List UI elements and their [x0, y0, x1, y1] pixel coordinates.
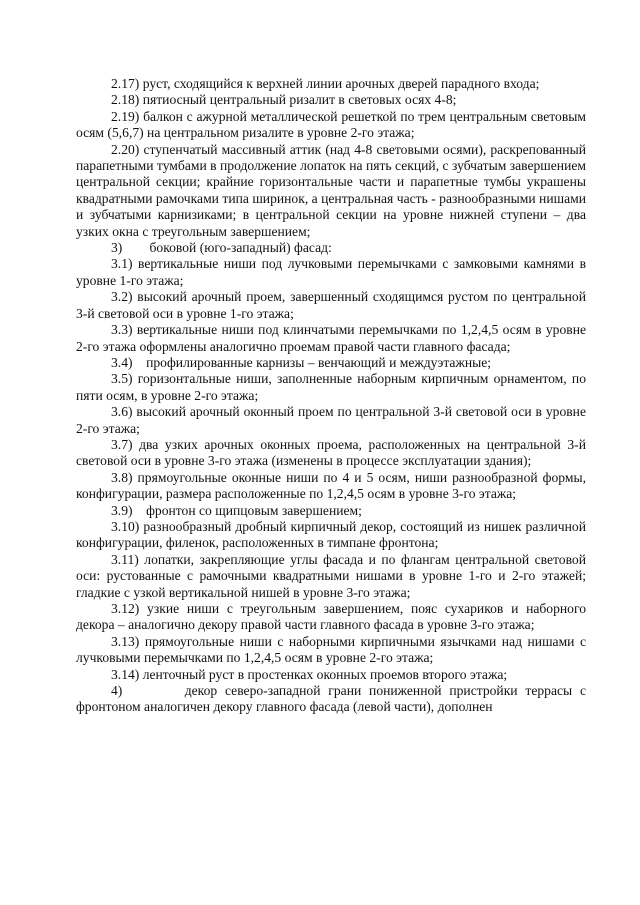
item-3-2: 3.2) высокий арочный проем, завершенный сходящимся рустом по центральной 3-й световой оси в уровне 1-го этажа;: [76, 289, 586, 321]
document-body: [76, 76, 590, 716]
item-3-4: 3.4) профилированные карнизы – венчающий и междуэтажные;: [111, 354, 492, 370]
item-3-5: 3.5) горизонтальные ниши, заполненные наборным кирпичным орнаментом, по пяти осям, в уровне 2-го этажа;: [76, 371, 586, 403]
item-2-19: 2.19) балкон с ажурной металлической решеткой по трем центральным световым осям (5,6,7) на центральном ризалите в уровне 2-го этажа;: [76, 108, 586, 141]
item-3-6: 3.6) высокий арочный оконный проем по центральной 3-й световой оси в уровне 2-го этажа;: [76, 404, 586, 436]
item-3-7: 3.7) два узких арочных оконных проема, расположенных на центральной 3-й световой оси в уровне 3-го этажа (изменены в процессе эксплуатации здания);: [76, 436, 586, 469]
item-2-20: 2.20) ступенчатый массивный аттик (над 4-8 световыми осями), раскрепованный парапетными тумбами в продолжение лопаток на пять секций, с зубчатым завершением центральной секции; крайние горизонтальные части и парапетные тумбы украшены квадратными рамочками типа ширинок, а центральная часть - разнообразными нишами и зубчатыми карнизиками; в центральной секции на уровне нижней ступени – два узких окна с треугольным завершением;: [76, 141, 586, 239]
item-3-1: 3.1) вертикальные ниши под лучковыми перемычками с замковыми камнями в уровне 1-го этажа;: [76, 256, 586, 288]
item-2-17: 2.17) руст, сходящийся к верхней линии арочных дверей парадного входа;: [111, 76, 540, 91]
item-3-8: 3.8) прямоугольные оконные ниши по 4 и 5 осям, ниши разнообразной формы, конфигурации, размера расположенные по 1,2,4,5 осям в уровне 3-го этажа;: [76, 469, 586, 502]
item-3-14: 3.14) ленточный руст в простенках оконных проемов второго этажа;: [111, 666, 508, 682]
item-3-11: 3.11) лопатки, закрепляющие углы фасада и по флангам центральной световой оси: рустованные с рамочными квадратными нишами в уровне 1-го и 2-го этажей; гладкие с узкой вертикальной нишей в уровне 3-го этажа;: [76, 551, 586, 600]
item-3-9: 3.9) фронтон со щипцовым завершением;: [111, 502, 362, 518]
item-3-13: 3.13) прямоугольные ниши с наборными кирпичными язычками над нишами с лучковыми перемычками по 1,2,4,5 осям в уровне 2-го этажа;: [76, 633, 586, 666]
item-2-18: 2.18) пятиосный центральный ризалит в световых осях 4-8;: [111, 92, 457, 108]
section-4-paragraph: 4) декор северо-западной грани пониженной пристройки террасы с фронтоном аналогичен декору главного фасада (левой части), дополнен: [76, 683, 590, 715]
item-3-3: 3.3) вертикальные ниши под клинчатыми перемычками по 1,2,4,5 осям в уровне 2-го этажа оформлены аналогично проемам правой части главного фасада;: [76, 322, 586, 354]
item-3-12: 3.12) узкие ниши с треугольным завершением, пояс сухариков и наборного декора – аналогично декору правой части главного фасада в уровне 3-го этажа;: [76, 601, 586, 633]
item-3-10: 3.10) разнообразный дробный кирпичный декор, состоящий из нишек различной конфигурации, филенок, расположенных в тимпане фронтона;: [76, 518, 586, 551]
section-3-heading: 3) боковой (юго-западный) фасад:: [111, 240, 332, 256]
